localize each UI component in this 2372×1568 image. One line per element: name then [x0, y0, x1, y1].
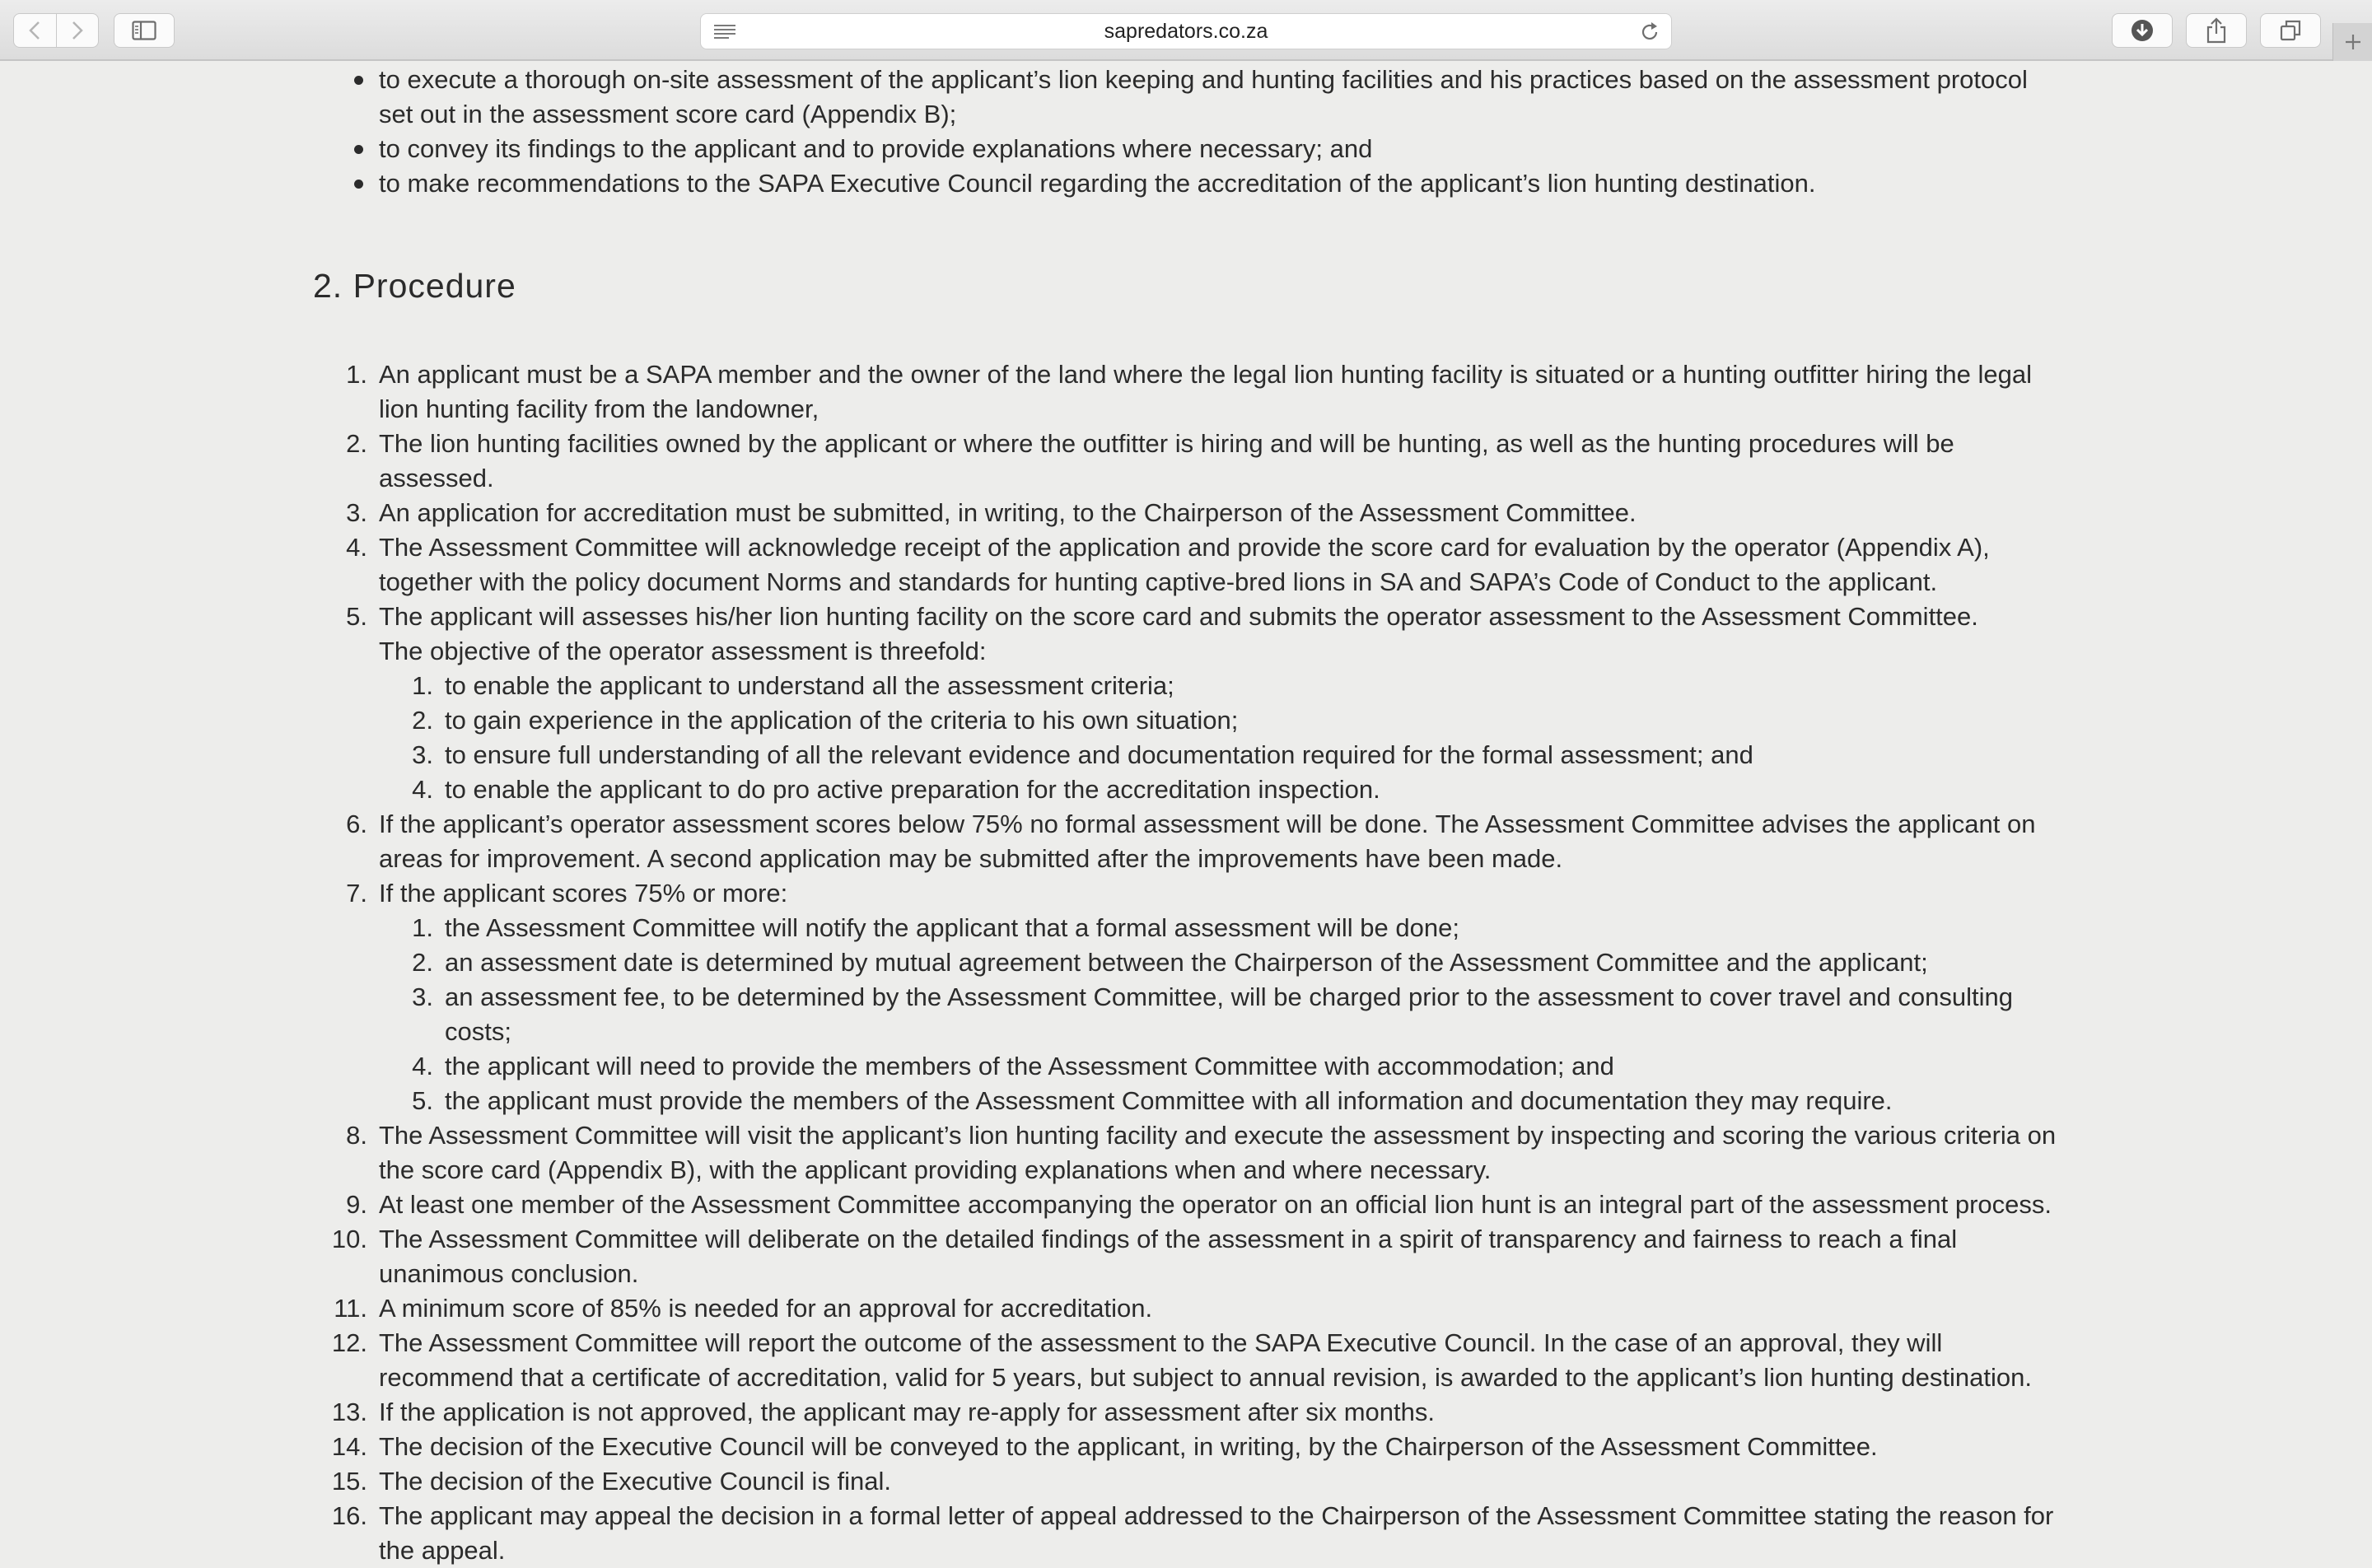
item-number: 9. — [346, 1190, 367, 1219]
procedure-item — [346, 1188, 2059, 1222]
sub-item-text: the applicant must provide the members of the Assessment Committee with all information and documentation they may require. — [445, 1086, 1893, 1115]
url-text[interactable]: sapredators.co.za — [1104, 19, 1268, 43]
procedure-item — [331, 1222, 2059, 1291]
item-text: The decision of the Executive Council will be conveyed to the applicant, in writing, by the Chairperson of the Assessment Committee. — [379, 1432, 1878, 1461]
share-button[interactable] — [2186, 13, 2247, 48]
navigation-buttons — [13, 13, 99, 48]
address-bar[interactable] — [700, 13, 1672, 49]
procedure-item — [334, 1291, 2059, 1326]
procedure-item — [346, 1118, 2059, 1188]
item-text: An applicant must be a SAPA member and the owner of the land where the legal lion hunting facility is situated or a hunting outfitter hiring the legal lion hunting facility from the landowner, — [379, 360, 2033, 423]
bullet-item: to convey its findings to the applicant and to provide explanations where necessary; and — [379, 132, 2059, 166]
sub-item-number: 2. — [412, 706, 433, 735]
new-tab-button[interactable] — [2332, 23, 2372, 61]
sub-item-text: an assessment date is determined by mutual agreement between the Chairperson of the Assessment Committee and the applicant; — [445, 948, 1928, 977]
procedure-list — [331, 357, 2059, 1568]
procedure-item — [346, 496, 2059, 530]
share-icon — [2206, 17, 2227, 44]
sub-item — [412, 669, 2059, 703]
item-text: The Assessment Committee will deliberate on the detailed findings of the assessment in a spirit of transparency and fairness to reach a final unanimous conclusion. — [379, 1225, 1958, 1288]
sub-item-number: 5. — [412, 1086, 433, 1115]
procedure-item — [346, 807, 2059, 876]
procedure-item — [331, 1395, 2059, 1430]
sub-item-number: 2. — [412, 948, 433, 977]
procedure-item — [346, 600, 2059, 807]
sub-item — [412, 911, 2059, 945]
procedure-item — [346, 530, 2059, 600]
item-number: 3. — [346, 498, 367, 527]
item-text: At least one member of the Assessment Committee accompanying the operator on an official lion hunt is an integral part of the assessment process. — [379, 1190, 2052, 1219]
sub-item-text: an assessment fee, to be determined by the Assessment Committee, will be charged prior to the assessment to cover travel and consulting costs; — [445, 982, 2014, 1046]
sub-item — [412, 772, 2059, 807]
procedure-item — [331, 1430, 2059, 1464]
sidebar-toggle-button[interactable] — [114, 13, 175, 48]
objectives-sub-list — [379, 669, 2059, 807]
back-button[interactable] — [14, 14, 56, 47]
item-number: 5. — [346, 602, 367, 631]
chevron-left-icon — [27, 20, 42, 41]
item-number: 16. — [331, 1501, 367, 1530]
item-text: The applicant may appeal the decision in a formal letter of appeal addressed to the Chairperson of the Assessment Committee stating the reason for the appeal. — [379, 1501, 2054, 1565]
formal-assessment-sub-list — [379, 911, 2059, 1118]
sub-item — [412, 703, 2059, 738]
sidebar-icon — [132, 21, 156, 40]
item-number: 12. — [331, 1328, 367, 1357]
item-text: The Assessment Committee will visit the applicant’s lion hunting facility and execute the assessment by inspecting and scoring the various criteria on the score card (Appendix B), with the applicant providing explanations when and where necessary. — [379, 1121, 2057, 1184]
sub-item — [412, 1084, 2059, 1118]
sub-item-number: 4. — [412, 775, 433, 804]
item-text: The lion hunting facilities owned by the applicant or where the outfitter is hiring and will be hunting, as well as the hunting procedures will be assessed. — [379, 429, 1954, 492]
browser-toolbar — [0, 0, 2372, 61]
page-content — [0, 61, 2372, 1565]
sub-item-text: the applicant will need to provide the members of the Assessment Committee with accommodation; and — [445, 1052, 1614, 1080]
item-number: 13. — [331, 1398, 367, 1426]
item-extra-text: The objective of the operator assessment is threefold: — [379, 637, 987, 665]
item-number: 1. — [346, 360, 367, 389]
procedure-item — [331, 1464, 2059, 1499]
item-text: The decision of the Executive Council is final. — [379, 1467, 892, 1496]
sub-item-text: to enable the applicant to do pro active preparation for the accreditation inspection. — [445, 775, 1380, 804]
sub-item-number: 4. — [412, 1052, 433, 1080]
item-number: 10. — [331, 1225, 367, 1253]
procedure-item — [331, 1326, 2059, 1395]
item-number: 8. — [346, 1121, 367, 1150]
procedure-item — [346, 357, 2059, 427]
item-text: If the applicant’s operator assessment scores below 75% no formal assessment will be done. The Assessment Committee advises the applicant on areas for improvement. A second application may be submitted after the improvements have been made. — [379, 810, 2036, 873]
item-number: 6. — [346, 810, 367, 838]
procedure-item — [331, 1499, 2059, 1568]
item-number: 11. — [334, 1294, 367, 1323]
item-number: 15. — [331, 1467, 367, 1496]
item-text: The Assessment Committee will report the outcome of the assessment to the SAPA Executive Council. In the case of an approval, they will recommend that a certificate of accreditation, valid for 5 years, but subject to annual revision, is awarded to the applicant’s lion hunting destination. — [379, 1328, 2032, 1392]
download-icon — [2130, 18, 2155, 43]
item-number: 7. — [346, 879, 367, 908]
sub-item — [412, 980, 2059, 1049]
plus-icon — [2343, 32, 2363, 52]
item-text: An application for accreditation must be submitted, in writing, to the Chairperson of the Assessment Committee. — [379, 498, 1637, 527]
sub-item — [412, 738, 2059, 772]
item-number: 14. — [331, 1432, 367, 1461]
reload-icon[interactable] — [1638, 21, 1661, 44]
sub-item — [412, 945, 2059, 980]
item-text: The applicant will assesses his/her lion hunting facility on the score card and submits the operator assessment to the Assessment Committee. — [379, 602, 1978, 631]
item-text: If the application is not approved, the applicant may re-apply for assessment after six months. — [379, 1398, 1435, 1426]
procedure-item — [346, 427, 2059, 496]
downloads-button[interactable] — [2112, 13, 2173, 48]
sub-item — [412, 1049, 2059, 1084]
show-tabs-button[interactable] — [2260, 13, 2321, 48]
sub-item-text: to ensure full understanding of all the relevant evidence and documentation required for the formal assessment; and — [445, 740, 1753, 769]
item-text: If the applicant scores 75% or more: — [379, 879, 788, 908]
forward-button[interactable] — [56, 14, 98, 47]
sub-item-number: 3. — [412, 740, 433, 769]
chevron-right-icon — [70, 20, 85, 41]
item-number: 4. — [346, 533, 367, 562]
sub-item-number: 3. — [412, 982, 433, 1011]
sub-item-text: to enable the applicant to understand all the assessment criteria; — [445, 671, 1174, 700]
sub-item-number: 1. — [412, 671, 433, 700]
tabs-overview-icon — [2280, 20, 2301, 41]
item-text: A minimum score of 85% is needed for an approval for accreditation. — [379, 1294, 1153, 1323]
sub-item-number: 1. — [412, 913, 433, 942]
item-text: The Assessment Committee will acknowledge receipt of the application and provide the score card for evaluation by the operator (Appendix A), together with the policy document Norms and standards for hunting captive-bred lions in SA and SAPA’s Code of Conduct to the applicant. — [379, 533, 1990, 596]
sub-item-text: to gain experience in the application of the criteria to his own situation; — [445, 706, 1239, 735]
procedure-item — [346, 876, 2059, 1118]
objectives-bullet-list — [379, 63, 2059, 201]
bullet-item: to make recommendations to the SAPA Executive Council regarding the accreditation of the applicant’s lion hunting destination. — [379, 166, 2059, 201]
sub-item-text: the Assessment Committee will notify the applicant that a formal assessment will be done; — [445, 913, 1459, 942]
item-number: 2. — [346, 429, 367, 458]
bullet-item: to execute a thorough on-site assessment of the applicant’s lion keeping and hunting facilities and his practices based on the assessment protocol set out in the assessment score card (Appendix B); — [379, 63, 2059, 132]
procedure-heading: 2. Procedure — [313, 267, 516, 305]
